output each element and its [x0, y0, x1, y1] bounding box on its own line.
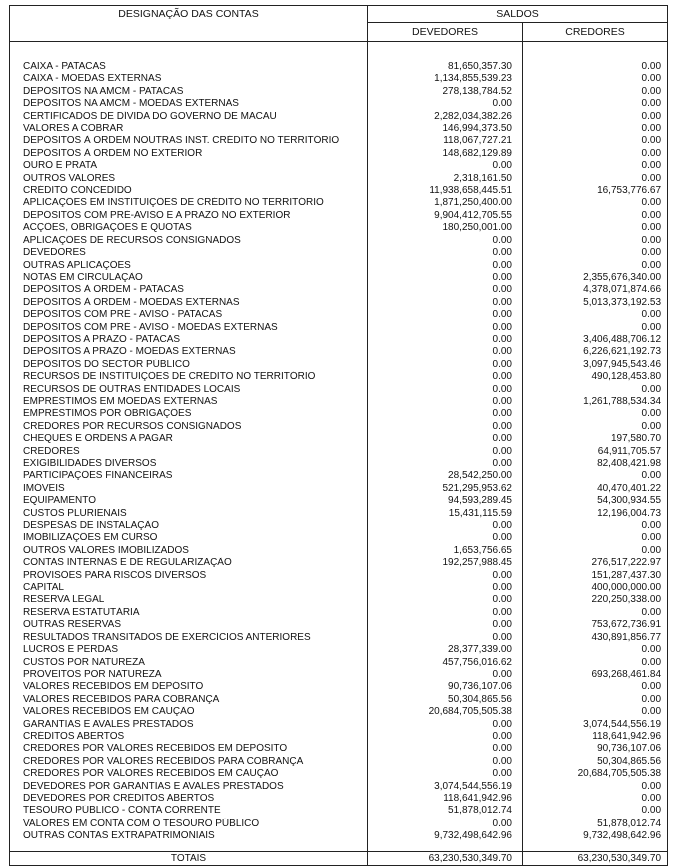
account-name: PARTICIPAÇÕES FINANCEIRAS	[10, 470, 368, 482]
credores-value: 54,300,934.55	[523, 495, 668, 507]
account-name: DEPÓSITOS À ORDEM - PATACAS	[10, 284, 368, 296]
table-row	[10, 111, 668, 123]
devedores-value: 11,938,658,445.51	[368, 185, 523, 197]
table-row	[10, 98, 668, 110]
credores-value: 51,878,012.74	[523, 818, 668, 830]
devedores-value: 0.00	[368, 582, 523, 594]
credores-value: 0.00	[523, 73, 668, 85]
account-name: DEPÓSITOS À ORDEM NO EXTERIOR	[10, 148, 368, 160]
devedores-value: 0.00	[368, 768, 523, 780]
table-row	[10, 384, 668, 396]
header-credores: CREDORES	[523, 23, 668, 42]
table-row	[10, 743, 668, 755]
credores-value: 4,378,071,874.66	[523, 284, 668, 296]
account-name: CONTAS INTERNAS E DE REGULARIZAÇÃO	[10, 557, 368, 569]
table-row	[10, 619, 668, 631]
credores-value: 151,287,437.30	[523, 570, 668, 582]
table-row	[10, 284, 668, 296]
credores-value: 0.00	[523, 61, 668, 73]
credores-value: 0.00	[523, 247, 668, 259]
account-name: DEPÓSITOS À ORDEM NOUTRAS INST. CRÉDITO NO TERRITÓRIO	[10, 135, 368, 147]
devedores-value: 1,134,855,539.23	[368, 73, 523, 85]
table-header	[10, 6, 668, 42]
devedores-value: 1,871,250,400.00	[368, 197, 523, 209]
account-name: OUTRAS APLICAÇÕES	[10, 260, 368, 272]
account-name: PROVEITOS POR NATUREZA	[10, 669, 368, 681]
account-name: DEPÓSITOS COM PRÉ - AVISO - MOEDAS EXTERNAS	[10, 322, 368, 334]
account-name: DEPÓSITOS COM PRÉ - AVISO - PATACAS	[10, 309, 368, 321]
credores-value: 0.00	[523, 694, 668, 706]
credores-value: 0.00	[523, 408, 668, 420]
credores-value: 5,013,373,192.53	[523, 297, 668, 309]
account-name: CREDORES POR RECURSOS CONSIGNADOS	[10, 421, 368, 433]
credores-value: 40,470,401.22	[523, 483, 668, 495]
table-row	[10, 458, 668, 470]
account-name: GARANTIAS E AVALES PRESTADOS	[10, 719, 368, 731]
devedores-value: 457,756,016.62	[368, 657, 523, 669]
devedores-value: 2,282,034,382.26	[368, 111, 523, 123]
credores-value: 20,684,705,505.38	[523, 768, 668, 780]
devedores-value: 0.00	[368, 384, 523, 396]
account-name: CAIXA - PATACAS	[10, 61, 368, 73]
credores-value: 0.00	[523, 260, 668, 272]
credores-value: 90,736,107.06	[523, 743, 668, 755]
table-row	[10, 396, 668, 408]
devedores-value: 9,732,498,642.96	[368, 830, 523, 842]
account-name: CERTIFICADOS DE DÍVIDA DO GOVERNO DE MACAU	[10, 111, 368, 123]
account-name: OURO E PRATA	[10, 160, 368, 172]
account-name: DESPESAS DE INSTALAÇÃO	[10, 520, 368, 532]
devedores-value: 15,431,115.59	[368, 508, 523, 520]
devedores-value: 0.00	[368, 719, 523, 731]
header-saldos: SALDOS	[368, 6, 668, 23]
devedores-value: 3,074,544,556.19	[368, 781, 523, 793]
account-name: CREDORES POR VALORES RECEBIDOS EM CAUÇÃO	[10, 768, 368, 780]
account-name: VALORES RECEBIDOS EM DEPÓSITO	[10, 681, 368, 693]
devedores-value: 0.00	[368, 570, 523, 582]
table-row	[10, 222, 668, 234]
table-row	[10, 706, 668, 718]
credores-value: 0.00	[523, 148, 668, 160]
devedores-value: 148,682,129.89	[368, 148, 523, 160]
credores-value: 400,000,000.00	[523, 582, 668, 594]
account-name: OUTROS VALORES	[10, 173, 368, 185]
table-row	[10, 359, 668, 371]
table-row	[10, 334, 668, 346]
devedores-value: 0.00	[368, 669, 523, 681]
devedores-value: 81,650,357.30	[368, 61, 523, 73]
account-name: APLICAÇÕES DE RECURSOS CONSIGNADOS	[10, 235, 368, 247]
table-row	[10, 260, 668, 272]
spacer-row	[10, 843, 668, 852]
account-name: DEVEDORES POR CRÉDITOS ABERTOS	[10, 793, 368, 805]
credores-value: 220,250,338.00	[523, 594, 668, 606]
account-name: OUTRAS CONTAS EXTRAPATRIMONIAIS	[10, 830, 368, 842]
table-row	[10, 520, 668, 532]
credores-value: 0.00	[523, 657, 668, 669]
table-footer	[10, 851, 668, 865]
table-row	[10, 470, 668, 482]
credores-value: 3,074,544,556.19	[523, 719, 668, 731]
totals-devedores: 63,230,530,349.70	[368, 851, 523, 865]
devedores-value: 0.00	[368, 594, 523, 606]
table-row	[10, 830, 668, 842]
credores-value: 3,097,945,543.46	[523, 359, 668, 371]
table-body	[10, 42, 668, 852]
devedores-value: 51,878,012.74	[368, 805, 523, 817]
devedores-value: 0.00	[368, 98, 523, 110]
account-name: CREDORES POR VALORES RECEBIDOS PARA COBRANÇA	[10, 756, 368, 768]
table-row	[10, 781, 668, 793]
account-name: CRÉDITO CONCEDIDO	[10, 185, 368, 197]
devedores-value: 1,653,756.65	[368, 545, 523, 557]
devedores-value: 0.00	[368, 260, 523, 272]
account-name: VALORES RECEBIDOS EM CAUÇÃO	[10, 706, 368, 718]
devedores-value: 118,067,727.21	[368, 135, 523, 147]
table-row	[10, 86, 668, 98]
account-name: APLICAÇÕES EM INSTITUIÇÕES DE CRÉDITO NO TERRITÓRIO	[10, 197, 368, 209]
credores-value: 0.00	[523, 470, 668, 482]
devedores-value: 0.00	[368, 272, 523, 284]
account-name: DEPÓSITOS A PRAZO - PATACAS	[10, 334, 368, 346]
devedores-value: 0.00	[368, 322, 523, 334]
devedores-value: 28,542,250.00	[368, 470, 523, 482]
account-name: IMOBILIZAÇÕES EM CURSO	[10, 532, 368, 544]
account-name: PROVISÕES PARA RISCOS DIVERSOS	[10, 570, 368, 582]
account-name: EQUIPAMENTO	[10, 495, 368, 507]
table-row	[10, 768, 668, 780]
account-name: RESERVA LEGAL	[10, 594, 368, 606]
account-name: CRÉDITOS ABERTOS	[10, 731, 368, 743]
devedores-value: 0.00	[368, 160, 523, 172]
table-row	[10, 346, 668, 358]
devedores-value: 521,295,953.62	[368, 483, 523, 495]
credores-value: 0.00	[523, 135, 668, 147]
table-row	[10, 446, 668, 458]
table-row	[10, 805, 668, 817]
table-row	[10, 694, 668, 706]
account-name: CUSTOS POR NATUREZA	[10, 657, 368, 669]
credores-value: 0.00	[523, 421, 668, 433]
devedores-value: 0.00	[368, 458, 523, 470]
table-row	[10, 371, 668, 383]
credores-value: 430,891,856.77	[523, 632, 668, 644]
account-name: IMÓVEIS	[10, 483, 368, 495]
credores-value: 0.00	[523, 222, 668, 234]
credores-value: 693,268,461.84	[523, 669, 668, 681]
totals-label: TOTAIS	[10, 851, 368, 865]
devedores-value: 0.00	[368, 818, 523, 830]
credores-value: 50,304,865.56	[523, 756, 668, 768]
credores-value: 6,226,621,192.73	[523, 346, 668, 358]
devedores-value: 0.00	[368, 446, 523, 458]
devedores-value: 0.00	[368, 396, 523, 408]
account-name: DEPÓSITOS COM PRÉ-AVISO E A PRAZO NO EXTERIOR	[10, 210, 368, 222]
table-row	[10, 532, 668, 544]
account-name: CAIXA - MOEDAS EXTERNAS	[10, 73, 368, 85]
account-name: LUCROS E PERDAS	[10, 644, 368, 656]
credores-value: 0.00	[523, 384, 668, 396]
credores-value: 0.00	[523, 781, 668, 793]
account-name: TESOURO PÚBLICO - CONTA CORRENTE	[10, 805, 368, 817]
credores-value: 0.00	[523, 111, 668, 123]
devedores-value: 180,250,001.00	[368, 222, 523, 234]
credores-value: 118,641,942.96	[523, 731, 668, 743]
devedores-value: 0.00	[368, 371, 523, 383]
table-row	[10, 731, 668, 743]
account-name: DEVEDORES	[10, 247, 368, 259]
account-name: RESERVA ESTATUTÁRIA	[10, 607, 368, 619]
account-name: VALORES EM CONTA COM O TESOURO PÚBLICO	[10, 818, 368, 830]
devedores-value: 28,377,339.00	[368, 644, 523, 656]
table-row	[10, 297, 668, 309]
table-row	[10, 408, 668, 420]
devedores-value: 9,904,412,705.55	[368, 210, 523, 222]
account-name: CREDORES POR VALORES RECEBIDOS EM DEPÓSITO	[10, 743, 368, 755]
credores-value: 9,732,498,642.96	[523, 830, 668, 842]
table-row	[10, 607, 668, 619]
table-row	[10, 421, 668, 433]
credores-value: 0.00	[523, 210, 668, 222]
credores-value: 0.00	[523, 706, 668, 718]
table-row	[10, 557, 668, 569]
table-row	[10, 681, 668, 693]
account-name: DEVEDORES POR GARANTIAS E AVALES PRESTADOS	[10, 781, 368, 793]
table-row	[10, 148, 668, 160]
credores-value: 0.00	[523, 160, 668, 172]
table-row	[10, 433, 668, 445]
table-row	[10, 644, 668, 656]
credores-value: 0.00	[523, 681, 668, 693]
devedores-value: 0.00	[368, 520, 523, 532]
account-name: DEPÓSITOS A PRAZO - MOEDAS EXTERNAS	[10, 346, 368, 358]
devedores-value: 0.00	[368, 607, 523, 619]
table-row	[10, 197, 668, 209]
table-row	[10, 582, 668, 594]
account-name: CHEQUES E ORDENS A PAGAR	[10, 433, 368, 445]
table-row	[10, 719, 668, 731]
devedores-value: 0.00	[368, 756, 523, 768]
devedores-value: 0.00	[368, 247, 523, 259]
credores-value: 82,408,421.98	[523, 458, 668, 470]
table-row	[10, 61, 668, 73]
account-name: EMPRÉSTIMOS EM MOEDAS EXTERNAS	[10, 396, 368, 408]
devedores-value: 192,257,988.45	[368, 557, 523, 569]
table-row	[10, 235, 668, 247]
devedores-value: 0.00	[368, 309, 523, 321]
devedores-value: 0.00	[368, 532, 523, 544]
table-row	[10, 309, 668, 321]
devedores-value: 0.00	[368, 421, 523, 433]
account-name: RECURSOS DE OUTRAS ENTIDADES LOCAIS	[10, 384, 368, 396]
account-name: ACÇÕES, OBRIGAÇÕES E QUOTAS	[10, 222, 368, 234]
spacer-row	[10, 42, 668, 62]
account-name: DEPÓSITOS NA AMCM - PATACAS	[10, 86, 368, 98]
account-name: OUTRAS RESERVAS	[10, 619, 368, 631]
table-row	[10, 632, 668, 644]
devedores-value: 118,641,942.96	[368, 793, 523, 805]
credores-value: 0.00	[523, 607, 668, 619]
devedores-value: 0.00	[368, 743, 523, 755]
table-row	[10, 669, 668, 681]
devedores-value: 50,304,865.56	[368, 694, 523, 706]
credores-value: 0.00	[523, 805, 668, 817]
table-row	[10, 272, 668, 284]
devedores-value: 0.00	[368, 334, 523, 346]
table-row	[10, 657, 668, 669]
table-row	[10, 508, 668, 520]
credores-value: 0.00	[523, 545, 668, 557]
table-row	[10, 247, 668, 259]
account-name: OUTROS VALORES IMOBILIZADOS	[10, 545, 368, 557]
header-devedores: DEVEDORES	[368, 23, 523, 42]
devedores-value: 90,736,107.06	[368, 681, 523, 693]
account-name: CUSTOS PLURIENAIS	[10, 508, 368, 520]
credores-value: 197,580.70	[523, 433, 668, 445]
account-name: VALORES A COBRAR	[10, 123, 368, 135]
credores-value: 0.00	[523, 173, 668, 185]
devedores-value: 20,684,705,505.38	[368, 706, 523, 718]
account-name: RESULTADOS TRANSITADOS DE EXERCÍCIOS ANTERIORES	[10, 632, 368, 644]
credores-value: 0.00	[523, 322, 668, 334]
devedores-value: 0.00	[368, 632, 523, 644]
header-designacao: DESIGNAÇÃO DAS CONTAS	[10, 6, 368, 42]
account-name: EXIGIBILIDADES DIVERSOS	[10, 458, 368, 470]
credores-value: 0.00	[523, 98, 668, 110]
credores-value: 3,406,488,706.12	[523, 334, 668, 346]
table-row	[10, 135, 668, 147]
table-row	[10, 173, 668, 185]
credores-value: 0.00	[523, 793, 668, 805]
accounts-table	[9, 5, 668, 866]
devedores-value: 0.00	[368, 433, 523, 445]
credores-value: 276,517,222.97	[523, 557, 668, 569]
account-name: EMPRÉSTIMOS POR OBRIGAÇÕES	[10, 408, 368, 420]
account-name: VALORES RECEBIDOS PARA COBRANÇA	[10, 694, 368, 706]
table-row	[10, 73, 668, 85]
account-name: DEPÓSITOS À ORDEM - MOEDAS EXTERNAS	[10, 297, 368, 309]
account-name: RECURSOS DE INSTITUIÇÕES DE CRÉDITO NO TERRITÓRIO	[10, 371, 368, 383]
devedores-value: 146,994,373.50	[368, 123, 523, 135]
credores-value: 490,128,453.80	[523, 371, 668, 383]
credores-value: 0.00	[523, 86, 668, 98]
devedores-value: 0.00	[368, 346, 523, 358]
table-row	[10, 123, 668, 135]
table-row	[10, 322, 668, 334]
credores-value: 16,753,776.67	[523, 185, 668, 197]
credores-value: 0.00	[523, 123, 668, 135]
table-row	[10, 594, 668, 606]
table-row	[10, 570, 668, 582]
table-row	[10, 756, 668, 768]
devedores-value: 0.00	[368, 235, 523, 247]
account-name: CAPITAL	[10, 582, 368, 594]
account-name: CREDORES	[10, 446, 368, 458]
credores-value: 0.00	[523, 197, 668, 209]
balance-sheet	[9, 5, 667, 864]
devedores-value: 278,138,784.52	[368, 86, 523, 98]
credores-value: 2,355,676,340.00	[523, 272, 668, 284]
table-row	[10, 818, 668, 830]
credores-value: 1,261,788,534.34	[523, 396, 668, 408]
table-row	[10, 483, 668, 495]
devedores-value: 0.00	[368, 359, 523, 371]
credores-value: 0.00	[523, 520, 668, 532]
credores-value: 0.00	[523, 532, 668, 544]
devedores-value: 94,593,289.45	[368, 495, 523, 507]
devedores-value: 0.00	[368, 731, 523, 743]
devedores-value: 0.00	[368, 619, 523, 631]
credores-value: 12,196,004.73	[523, 508, 668, 520]
devedores-value: 0.00	[368, 284, 523, 296]
table-row	[10, 545, 668, 557]
credores-value: 0.00	[523, 235, 668, 247]
credores-value: 64,911,705.57	[523, 446, 668, 458]
account-name: DEPÓSITOS DO SECTOR PÚBLICO	[10, 359, 368, 371]
account-name: NOTAS EM CIRCULAÇÃO	[10, 272, 368, 284]
devedores-value: 2,318,161.50	[368, 173, 523, 185]
credores-value: 0.00	[523, 644, 668, 656]
table-row	[10, 160, 668, 172]
table-row	[10, 210, 668, 222]
table-row	[10, 495, 668, 507]
table-row	[10, 793, 668, 805]
totals-credores: 63,230,530,349.70	[523, 851, 668, 865]
devedores-value: 0.00	[368, 297, 523, 309]
credores-value: 753,672,736.91	[523, 619, 668, 631]
table-row	[10, 185, 668, 197]
account-name: DEPÓSITOS NA AMCM - MOEDAS EXTERNAS	[10, 98, 368, 110]
devedores-value: 0.00	[368, 408, 523, 420]
credores-value: 0.00	[523, 309, 668, 321]
totals-row	[10, 851, 668, 865]
